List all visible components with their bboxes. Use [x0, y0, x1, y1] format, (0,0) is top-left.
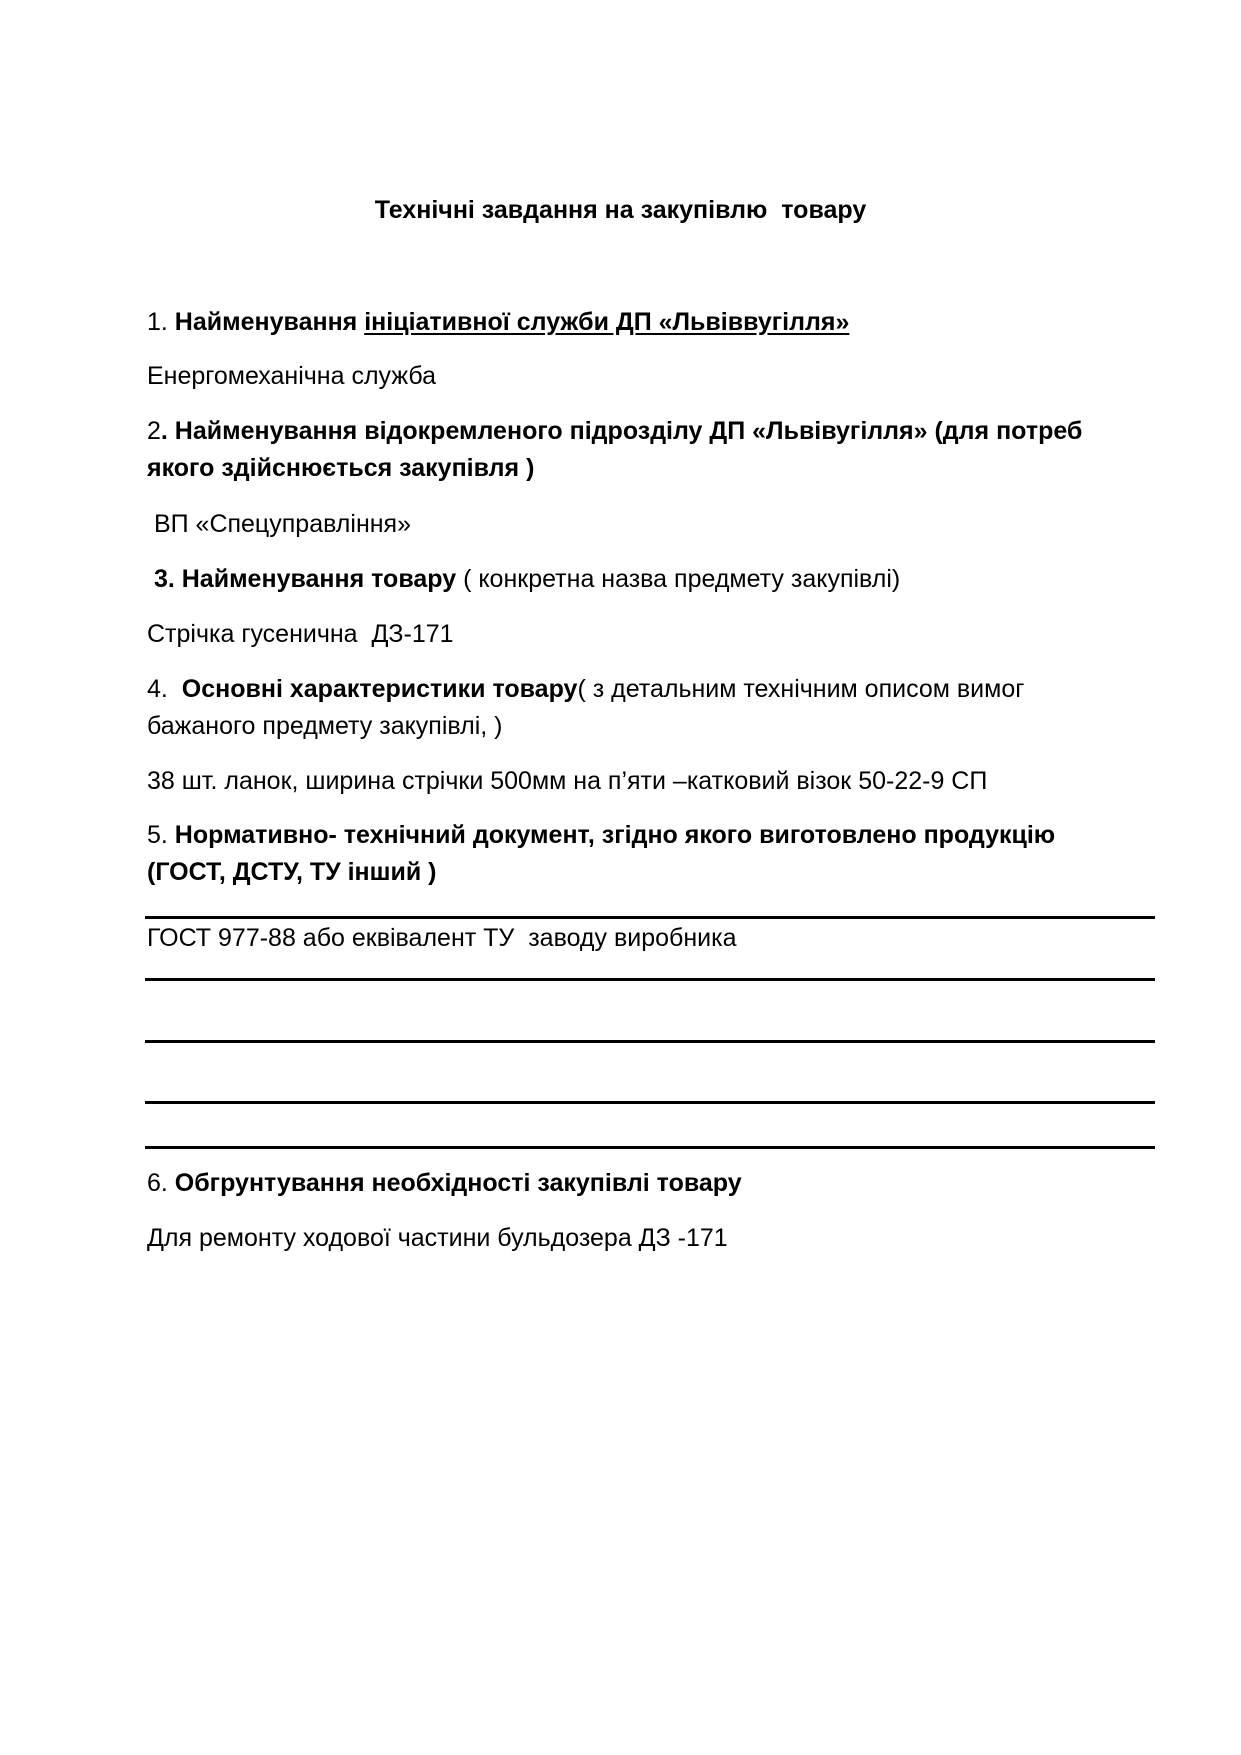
section-6-heading-text: Обгрунтування необхідності закупівлі товару: [174, 1169, 742, 1197]
section-4-heading-line-1: [147, 670, 1024, 708]
section-5-heading-text: Нормативно- технічний документ, згідно якого виготовлено продукцію: [174, 821, 1056, 849]
section-3-value: Стрічка гусенична ДЗ-171: [147, 620, 454, 648]
section-2-number: 2: [147, 417, 161, 445]
section-1-number: 1.: [147, 308, 175, 336]
section-2-value: ВП «Спецуправління»: [147, 510, 412, 538]
section-6-heading: [147, 1164, 742, 1202]
section-2-heading-line-1: [147, 412, 1082, 450]
section-5-value: ГОСТ 977-88 або еквівалент ТУ заводу виробника: [147, 924, 737, 952]
form-rule: [145, 1101, 1155, 1104]
section-1-heading-underlined: ініціативної служби ДП «Львіввугілля»: [364, 308, 850, 336]
section-4-heading-line-2: бажаного предмету закупівлі, ): [147, 712, 503, 740]
form-rule: [145, 978, 1155, 981]
section-1-heading-plain: Найменування: [174, 308, 365, 336]
section-4-note: ( з детальним технічним описом вимог: [577, 675, 1025, 703]
section-1-value: Енергомеханічна служба: [147, 362, 436, 390]
section-5-number: 5.: [147, 821, 175, 849]
section-2-heading-line-2: якого здійснюється закупівля ): [147, 454, 535, 482]
section-1-heading: [147, 303, 849, 341]
section-6-value: Для ремонту ходової частини бульдозера ДЗ -171: [147, 1224, 728, 1252]
section-3-note: ( конкретна назва предмету закупівлі): [456, 565, 901, 593]
section-6-number: 6.: [147, 1169, 175, 1197]
section-4-value: 38 шт. ланок, ширина стрічки 500мм на п’яти –катковий візок 50-22-9 СП: [147, 767, 988, 795]
section-4-number: 4.: [147, 675, 182, 703]
section-5-heading-line-2: (ГОСТ, ДСТУ, ТУ інший ): [147, 858, 437, 886]
form-rule: [145, 1146, 1155, 1149]
section-4-heading-text: Основні характеристики товару: [181, 675, 578, 703]
section-5-heading-line-1: [147, 816, 1055, 854]
form-rule: [145, 1040, 1155, 1043]
section-3-heading-text: 3. Найменування товару: [147, 565, 457, 593]
section-3-heading: [147, 560, 900, 598]
document-title: Технічні завдання на закупівлю товару: [374, 196, 867, 224]
section-2-heading-text: . Найменування відокремленого підрозділу ДП «Львівугілля» (для потреб: [160, 417, 1083, 445]
